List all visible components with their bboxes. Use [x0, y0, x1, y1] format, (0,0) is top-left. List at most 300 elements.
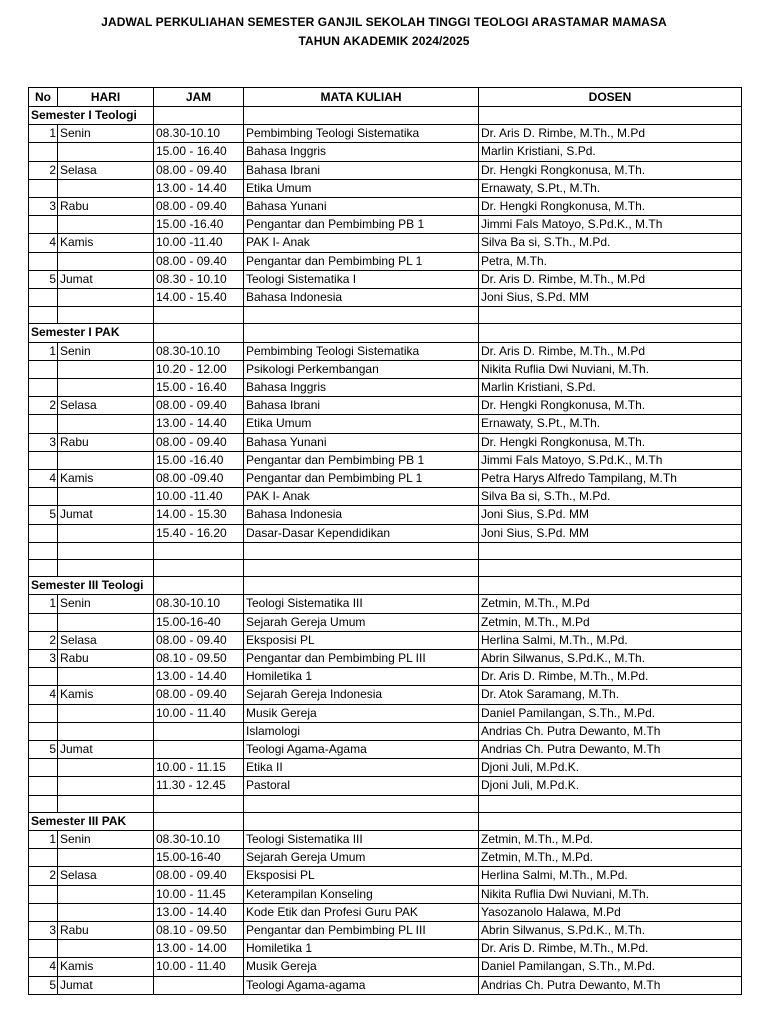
- cell-mata-kuliah: Psikologi Perkembangan: [244, 360, 479, 378]
- table-row: [29, 415, 742, 433]
- cell-no: [29, 379, 58, 397]
- cell-no: 3: [29, 198, 58, 216]
- cell-hari: [58, 307, 154, 324]
- cell-dosen: Petra, M.Th.: [479, 252, 742, 270]
- cell-mata-kuliah: Pembimbing Teologi Sistematika: [244, 342, 479, 360]
- cell-hari: Kamis: [58, 958, 154, 976]
- cell-hari: [58, 795, 154, 812]
- cell-jam: [154, 976, 244, 994]
- cell-hari: Senin: [58, 595, 154, 613]
- cell-mata-kuliah: Teologi Agama-agama: [244, 976, 479, 994]
- cell-dosen: Nikita Ruflia Dwi Nuviani, M.Th.: [479, 885, 742, 903]
- table-row: [29, 976, 742, 994]
- table-row: [29, 542, 742, 559]
- cell-mata-kuliah: Bahasa Yunani: [244, 198, 479, 216]
- cell-hari: [58, 252, 154, 270]
- cell-jam: [154, 560, 244, 577]
- cell-jam: 08.00 - 09.40: [154, 631, 244, 649]
- empty-cell: [154, 324, 244, 342]
- cell-dosen: Andrias Ch. Putra Dewanto, M.Th: [479, 741, 742, 759]
- table-row: [29, 831, 742, 849]
- cell-dosen: Andrias Ch. Putra Dewanto, M.Th: [479, 722, 742, 740]
- cell-dosen: Andrias Ch. Putra Dewanto, M.Th: [479, 976, 742, 994]
- cell-dosen: Djoni Juli, M.Pd.K.: [479, 777, 742, 795]
- table-row: [29, 741, 742, 759]
- table-row: [29, 397, 742, 415]
- cell-hari: [58, 722, 154, 740]
- cell-mata-kuliah: Etika Umum: [244, 415, 479, 433]
- table-row: [29, 903, 742, 921]
- cell-mata-kuliah: [244, 307, 479, 324]
- cell-jam: 08.30-10.10: [154, 595, 244, 613]
- cell-dosen: Dr. Aris D. Rimbe, M.Th., M.Pd: [479, 125, 742, 143]
- table-row: [29, 759, 742, 777]
- cell-no: 2: [29, 161, 58, 179]
- cell-mata-kuliah: Pengantar dan Pembimbing PL 1: [244, 252, 479, 270]
- table-row: [29, 143, 742, 161]
- cell-mata-kuliah: Sejarah Gereja Umum: [244, 849, 479, 867]
- header-dosen: DOSEN: [479, 88, 742, 107]
- cell-dosen: Zetmin, M.Th., M.Pd: [479, 595, 742, 613]
- cell-no: [29, 252, 58, 270]
- cell-jam: 15.00 -16.40: [154, 216, 244, 234]
- cell-jam: 15.00-16-40: [154, 613, 244, 631]
- table-row: [29, 234, 742, 252]
- table-row: [29, 198, 742, 216]
- empty-cell: [154, 107, 244, 125]
- cell-jam: 08.00 - 09.40: [154, 397, 244, 415]
- cell-mata-kuliah: Teologi Sistematika III: [244, 831, 479, 849]
- cell-dosen: Silva Ba si, S.Th., M.Pd.: [479, 234, 742, 252]
- cell-dosen: Dr. Hengki Rongkonusa, M.Th.: [479, 397, 742, 415]
- cell-jam: 08.00 -09.40: [154, 470, 244, 488]
- cell-hari: Jumat: [58, 741, 154, 759]
- section-header-row: [29, 812, 742, 830]
- cell-mata-kuliah: Sejarah Gereja Umum: [244, 613, 479, 631]
- cell-dosen: Jimmi Fals Matoyo, S.Pd.K., M.Th: [479, 216, 742, 234]
- cell-mata-kuliah: Bahasa Yunani: [244, 433, 479, 451]
- cell-dosen: Ernawaty, S.Pt., M.Th.: [479, 179, 742, 197]
- cell-dosen: Zetmin, M.Th., M.Pd: [479, 613, 742, 631]
- cell-hari: Selasa: [58, 867, 154, 885]
- cell-hari: [58, 179, 154, 197]
- header-hari: HARI: [58, 88, 154, 107]
- cell-no: [29, 722, 58, 740]
- cell-mata-kuliah: [244, 542, 479, 559]
- cell-mata-kuliah: Pastoral: [244, 777, 479, 795]
- cell-no: 3: [29, 922, 58, 940]
- cell-jam: 08.10 - 09.50: [154, 650, 244, 668]
- cell-dosen: Abrin Silwanus, S.Pd.K., M.Th.: [479, 922, 742, 940]
- empty-cell: [479, 107, 742, 125]
- cell-dosen: Zetmin, M.Th., M.Pd.: [479, 849, 742, 867]
- cell-dosen: Silva Ba si, S.Th., M.Pd.: [479, 488, 742, 506]
- schedule-body: [29, 107, 742, 995]
- cell-no: [29, 613, 58, 631]
- cell-hari: [58, 451, 154, 469]
- cell-mata-kuliah: PAK I- Anak: [244, 234, 479, 252]
- cell-jam: 14.00 - 15.40: [154, 289, 244, 307]
- cell-jam: 10.20 - 12.00: [154, 360, 244, 378]
- cell-hari: [58, 759, 154, 777]
- empty-cell: [479, 577, 742, 595]
- cell-jam: 15.00 -16.40: [154, 451, 244, 469]
- header-mata-kuliah: MATA KULIAH: [244, 88, 479, 107]
- table-row: [29, 524, 742, 542]
- table-row: [29, 704, 742, 722]
- cell-mata-kuliah: Homiletika 1: [244, 668, 479, 686]
- cell-jam: 08.30-10.10: [154, 831, 244, 849]
- cell-no: [29, 940, 58, 958]
- table-row: [29, 722, 742, 740]
- cell-jam: 10.00 - 11.40: [154, 704, 244, 722]
- cell-hari: Senin: [58, 831, 154, 849]
- cell-jam: 13.00 - 14.40: [154, 415, 244, 433]
- empty-cell: [244, 324, 479, 342]
- cell-no: [29, 542, 58, 559]
- cell-dosen: Dr. Hengki Rongkonusa, M.Th.: [479, 198, 742, 216]
- cell-no: 5: [29, 976, 58, 994]
- cell-mata-kuliah: Pengantar dan Pembimbing PB 1: [244, 216, 479, 234]
- section-header-row: [29, 324, 742, 342]
- cell-hari: [58, 903, 154, 921]
- cell-mata-kuliah: Bahasa Inggris: [244, 379, 479, 397]
- empty-cell: [244, 577, 479, 595]
- section-header-row: [29, 107, 742, 125]
- table-row: [29, 451, 742, 469]
- cell-dosen: [479, 795, 742, 812]
- cell-no: [29, 795, 58, 812]
- table-row: [29, 506, 742, 524]
- cell-jam: 08.00 - 09.40: [154, 161, 244, 179]
- cell-hari: Kamis: [58, 234, 154, 252]
- cell-dosen: [479, 542, 742, 559]
- cell-mata-kuliah: Musik Gereja: [244, 704, 479, 722]
- cell-mata-kuliah: Pengantar dan Pembimbing PL III: [244, 922, 479, 940]
- cell-jam: 15.00 - 16.40: [154, 379, 244, 397]
- table-row: [29, 161, 742, 179]
- cell-hari: [58, 885, 154, 903]
- cell-no: 2: [29, 397, 58, 415]
- cell-jam: 10.00 -11.40: [154, 488, 244, 506]
- cell-jam: 13.00 - 14.40: [154, 668, 244, 686]
- cell-jam: 14.00 - 15.30: [154, 506, 244, 524]
- cell-mata-kuliah: Teologi Sistematika I: [244, 270, 479, 288]
- cell-no: [29, 524, 58, 542]
- cell-no: 4: [29, 470, 58, 488]
- cell-dosen: Herlina Salmi, M.Th., M.Pd.: [479, 631, 742, 649]
- schedule-table: [28, 87, 742, 995]
- cell-dosen: Petra Harys Alfredo Tampilang, M.Th: [479, 470, 742, 488]
- cell-jam: 15.00 - 16.40: [154, 143, 244, 161]
- cell-jam: 08.00 - 09.40: [154, 252, 244, 270]
- cell-jam: [154, 307, 244, 324]
- cell-mata-kuliah: Keterampilan Konseling: [244, 885, 479, 903]
- cell-no: [29, 488, 58, 506]
- cell-mata-kuliah: Homiletika 1: [244, 940, 479, 958]
- cell-hari: [58, 415, 154, 433]
- cell-hari: [58, 940, 154, 958]
- header-no: No: [29, 88, 58, 107]
- cell-hari: [58, 143, 154, 161]
- cell-hari: Rabu: [58, 650, 154, 668]
- cell-dosen: Joni Sius, S.Pd. MM: [479, 524, 742, 542]
- cell-no: [29, 216, 58, 234]
- cell-hari: Senin: [58, 342, 154, 360]
- cell-no: 4: [29, 234, 58, 252]
- table-row: [29, 289, 742, 307]
- cell-jam: 10.00 - 11.45: [154, 885, 244, 903]
- cell-jam: 10.00 - 11.15: [154, 759, 244, 777]
- cell-mata-kuliah: Bahasa Indonesia: [244, 289, 479, 307]
- cell-mata-kuliah: Bahasa Indonesia: [244, 506, 479, 524]
- cell-hari: Senin: [58, 125, 154, 143]
- cell-dosen: Djoni Juli, M.Pd.K.: [479, 759, 742, 777]
- cell-jam: 15.00-16-40: [154, 849, 244, 867]
- cell-dosen: Dr. Hengki Rongkonusa, M.Th.: [479, 433, 742, 451]
- cell-jam: 13.00 - 14.40: [154, 903, 244, 921]
- cell-jam: 13.00 - 14.00: [154, 940, 244, 958]
- table-row: [29, 270, 742, 288]
- table-header-row: [29, 88, 742, 107]
- cell-no: [29, 849, 58, 867]
- cell-no: [29, 560, 58, 577]
- table-row: [29, 216, 742, 234]
- cell-dosen: Ernawaty, S.Pt., M.Th.: [479, 415, 742, 433]
- cell-mata-kuliah: Dasar-Dasar Kependidikan: [244, 524, 479, 542]
- table-row: [29, 668, 742, 686]
- cell-hari: [58, 216, 154, 234]
- section-title: Semester I PAK: [29, 324, 154, 342]
- cell-no: 2: [29, 867, 58, 885]
- cell-jam: 08.10 - 09.50: [154, 922, 244, 940]
- table-row: [29, 252, 742, 270]
- cell-jam: [154, 542, 244, 559]
- cell-no: [29, 885, 58, 903]
- cell-mata-kuliah: Kode Etik dan Profesi Guru PAK: [244, 903, 479, 921]
- table-row: [29, 940, 742, 958]
- cell-hari: [58, 613, 154, 631]
- table-row: [29, 650, 742, 668]
- cell-hari: Selasa: [58, 161, 154, 179]
- cell-no: 4: [29, 958, 58, 976]
- cell-mata-kuliah: Bahasa Ibrani: [244, 161, 479, 179]
- cell-hari: [58, 360, 154, 378]
- header-jam: JAM: [154, 88, 244, 107]
- cell-no: 2: [29, 631, 58, 649]
- cell-jam: [154, 741, 244, 759]
- table-row: [29, 595, 742, 613]
- cell-mata-kuliah: Etika Umum: [244, 179, 479, 197]
- table-row: [29, 379, 742, 397]
- section-title: Semester III Teologi: [29, 577, 154, 595]
- cell-no: 1: [29, 831, 58, 849]
- cell-jam: 08.30 - 10.10: [154, 270, 244, 288]
- cell-hari: Selasa: [58, 631, 154, 649]
- table-row: [29, 342, 742, 360]
- cell-no: 5: [29, 506, 58, 524]
- cell-no: [29, 451, 58, 469]
- table-row: [29, 922, 742, 940]
- cell-mata-kuliah: Etika II: [244, 759, 479, 777]
- cell-no: 5: [29, 741, 58, 759]
- document-title: JADWAL PERKULIAHAN SEMESTER GANJIL SEKOLAH TINGGI TEOLOGI ARASTAMAR MAMASA: [101, 15, 667, 29]
- cell-hari: [58, 560, 154, 577]
- empty-cell: [244, 812, 479, 830]
- cell-dosen: Herlina Salmi, M.Th., M.Pd.: [479, 867, 742, 885]
- cell-dosen: Yasozanolo Halawa, M.Pd: [479, 903, 742, 921]
- cell-hari: Rabu: [58, 433, 154, 451]
- cell-mata-kuliah: Teologi Agama-Agama: [244, 741, 479, 759]
- cell-hari: Jumat: [58, 270, 154, 288]
- cell-no: 1: [29, 125, 58, 143]
- cell-dosen: Dr. Aris D. Rimbe, M.Th., M.Pd: [479, 342, 742, 360]
- cell-mata-kuliah: Sejarah Gereja Indonesia: [244, 686, 479, 704]
- cell-mata-kuliah: Islamologi: [244, 722, 479, 740]
- cell-hari: [58, 488, 154, 506]
- cell-mata-kuliah: Pengantar dan Pembimbing PB 1: [244, 451, 479, 469]
- cell-no: [29, 307, 58, 324]
- cell-hari: Kamis: [58, 470, 154, 488]
- cell-no: 4: [29, 686, 58, 704]
- table-row: [29, 179, 742, 197]
- academic-year: TAHUN AKADEMIK 2024/2025: [298, 34, 470, 48]
- cell-no: [29, 179, 58, 197]
- section-title: Semester III PAK: [29, 812, 154, 830]
- cell-no: 3: [29, 433, 58, 451]
- cell-hari: [58, 379, 154, 397]
- cell-no: [29, 777, 58, 795]
- cell-dosen: Dr. Aris D. Rimbe, M.Th., M.Pd: [479, 270, 742, 288]
- table-row: [29, 795, 742, 812]
- cell-jam: 08.30-10.10: [154, 342, 244, 360]
- table-row: [29, 360, 742, 378]
- empty-cell: [479, 812, 742, 830]
- cell-mata-kuliah: Bahasa Ibrani: [244, 397, 479, 415]
- cell-jam: 08.30-10.10: [154, 125, 244, 143]
- cell-hari: Rabu: [58, 922, 154, 940]
- cell-jam: 10.00 -11.40: [154, 234, 244, 252]
- empty-cell: [244, 107, 479, 125]
- cell-no: [29, 415, 58, 433]
- cell-dosen: Dr. Atok Saramang, M.Th.: [479, 686, 742, 704]
- cell-no: [29, 759, 58, 777]
- empty-cell: [154, 812, 244, 830]
- cell-mata-kuliah: Pengantar dan Pembimbing PL 1: [244, 470, 479, 488]
- table-row: [29, 125, 742, 143]
- cell-dosen: [479, 307, 742, 324]
- cell-no: [29, 704, 58, 722]
- cell-dosen: Daniel Pamilangan, S.Th., M.Pd.: [479, 958, 742, 976]
- cell-dosen: Abrin Silwanus, S.Pd.K., M.Th.: [479, 650, 742, 668]
- cell-hari: [58, 849, 154, 867]
- cell-mata-kuliah: Pengantar dan Pembimbing PL III: [244, 650, 479, 668]
- table-row: [29, 849, 742, 867]
- cell-no: 1: [29, 595, 58, 613]
- cell-no: [29, 668, 58, 686]
- cell-mata-kuliah: [244, 560, 479, 577]
- cell-dosen: Marlin Kristiani, S.Pd.: [479, 143, 742, 161]
- cell-jam: [154, 795, 244, 812]
- empty-cell: [479, 324, 742, 342]
- cell-mata-kuliah: Teologi Sistematika III: [244, 595, 479, 613]
- cell-mata-kuliah: Eksposisi PL: [244, 631, 479, 649]
- cell-dosen: Dr. Hengki Rongkonusa, M.Th.: [479, 161, 742, 179]
- empty-cell: [154, 577, 244, 595]
- cell-mata-kuliah: Bahasa Inggris: [244, 143, 479, 161]
- cell-hari: Selasa: [58, 397, 154, 415]
- cell-dosen: Joni Sius, S.Pd. MM: [479, 289, 742, 307]
- cell-no: 1: [29, 342, 58, 360]
- table-row: [29, 885, 742, 903]
- cell-dosen: Marlin Kristiani, S.Pd.: [479, 379, 742, 397]
- cell-dosen: Daniel Pamilangan, S.Th., M.Pd.: [479, 704, 742, 722]
- table-row: [29, 631, 742, 649]
- table-row: [29, 307, 742, 324]
- cell-jam: 15.40 - 16.20: [154, 524, 244, 542]
- cell-no: 5: [29, 270, 58, 288]
- cell-mata-kuliah: PAK I- Anak: [244, 488, 479, 506]
- section-header-row: [29, 577, 742, 595]
- table-row: [29, 777, 742, 795]
- cell-hari: [58, 289, 154, 307]
- cell-dosen: Jimmi Fals Matoyo, S.Pd.K., M.Th: [479, 451, 742, 469]
- cell-hari: [58, 542, 154, 559]
- cell-hari: Kamis: [58, 686, 154, 704]
- cell-hari: Rabu: [58, 198, 154, 216]
- table-row: [29, 867, 742, 885]
- cell-no: [29, 360, 58, 378]
- cell-dosen: Nikita Ruflia Dwi Nuviani, M.Th.: [479, 360, 742, 378]
- cell-dosen: Dr. Aris D. Rimbe, M.Th., M.Pd.: [479, 940, 742, 958]
- table-row: [29, 958, 742, 976]
- table-row: [29, 560, 742, 577]
- cell-no: [29, 289, 58, 307]
- cell-hari: Jumat: [58, 506, 154, 524]
- cell-hari: [58, 524, 154, 542]
- cell-dosen: Dr. Aris D. Rimbe, M.Th., M.Pd.: [479, 668, 742, 686]
- cell-jam: 08.00 - 09.40: [154, 198, 244, 216]
- cell-dosen: [479, 560, 742, 577]
- cell-dosen: Joni Sius, S.Pd. MM: [479, 506, 742, 524]
- cell-jam: 11.30 - 12.45: [154, 777, 244, 795]
- table-row: [29, 613, 742, 631]
- cell-dosen: Zetmin, M.Th., M.Pd.: [479, 831, 742, 849]
- table-row: [29, 433, 742, 451]
- cell-mata-kuliah: Musik Gereja: [244, 958, 479, 976]
- cell-hari: [58, 704, 154, 722]
- cell-jam: 08.00 - 09.40: [154, 867, 244, 885]
- cell-no: 3: [29, 650, 58, 668]
- table-row: [29, 470, 742, 488]
- cell-mata-kuliah: Pembimbing Teologi Sistematika: [244, 125, 479, 143]
- cell-mata-kuliah: Eksposisi PL: [244, 867, 479, 885]
- cell-hari: [58, 777, 154, 795]
- cell-jam: 13.00 - 14.40: [154, 179, 244, 197]
- table-row: [29, 488, 742, 506]
- cell-jam: 10.00 - 11.40: [154, 958, 244, 976]
- table-row: [29, 686, 742, 704]
- cell-jam: 08.00 - 09.40: [154, 433, 244, 451]
- cell-no: [29, 903, 58, 921]
- section-title: Semester I Teologi: [29, 107, 154, 125]
- cell-no: [29, 143, 58, 161]
- cell-hari: Jumat: [58, 976, 154, 994]
- cell-hari: [58, 668, 154, 686]
- cell-mata-kuliah: [244, 795, 479, 812]
- cell-jam: 08.00 - 09.40: [154, 686, 244, 704]
- cell-jam: [154, 722, 244, 740]
